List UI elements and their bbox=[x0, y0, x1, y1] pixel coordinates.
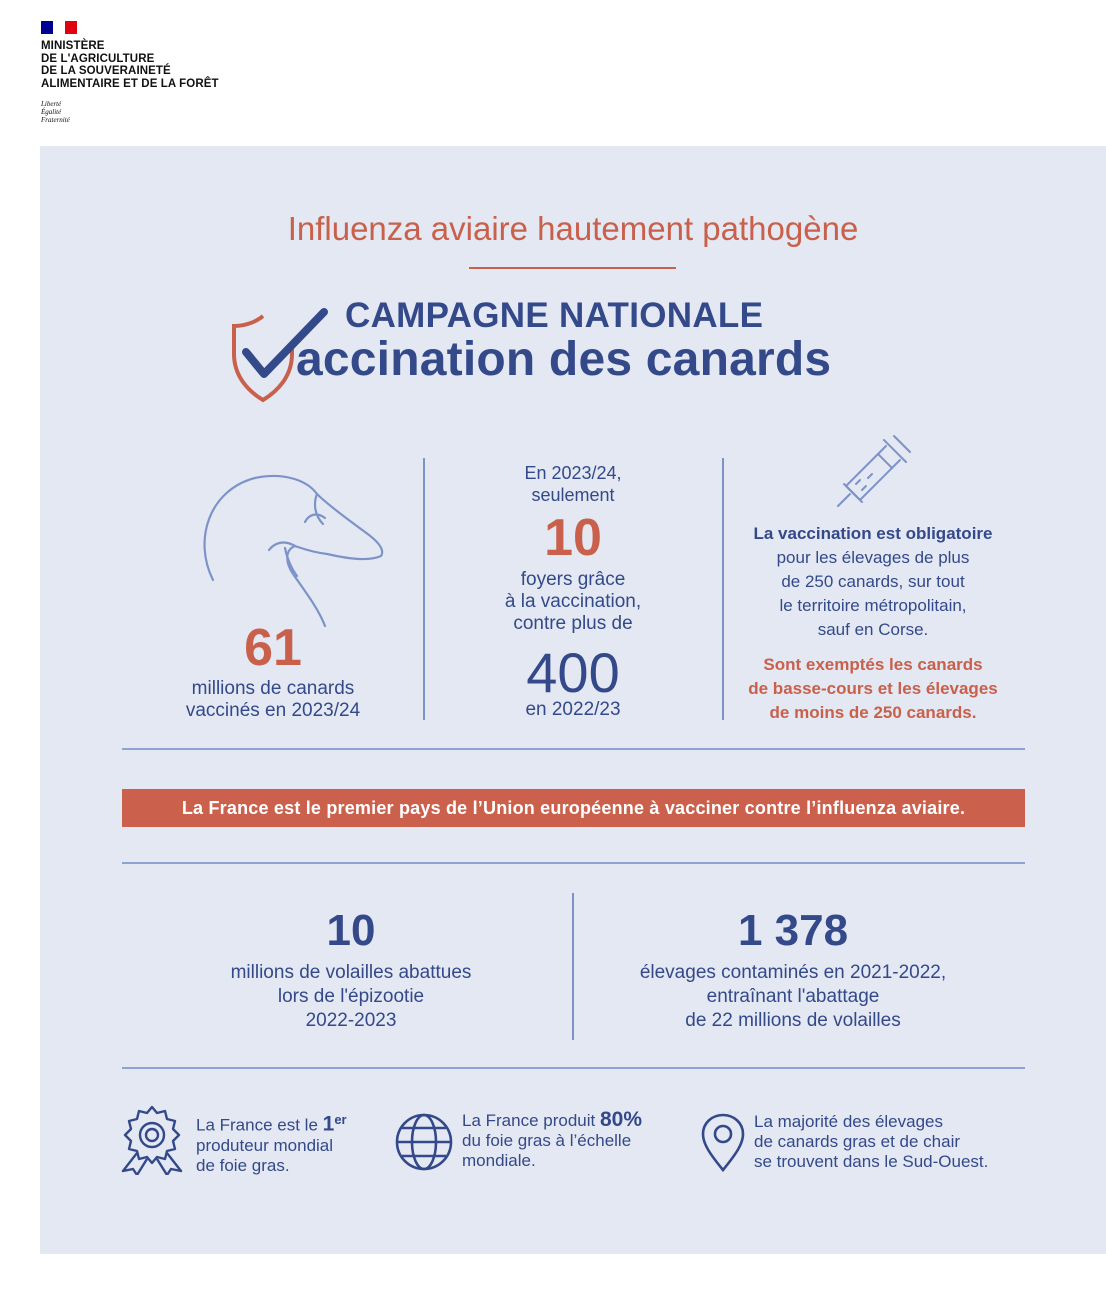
duck-icon bbox=[195, 470, 390, 630]
stat-400: 400 bbox=[526, 641, 620, 704]
french-flag-icon bbox=[41, 21, 77, 34]
column-divider bbox=[423, 458, 425, 720]
fact-first-producer: La France est le 1er produteur mondial de foie gras. bbox=[196, 1112, 347, 1175]
location-pin-icon bbox=[700, 1112, 746, 1172]
section-divider bbox=[122, 748, 1025, 750]
ministry-name: MINISTÈRE DE L'AGRICULTURE DE LA SOUVERAINETÉ ALIMENTAIRE ET DE LA FORÊT bbox=[41, 40, 219, 90]
page-title: accination des canards bbox=[296, 333, 832, 386]
stat-400-label: en 2022/23 bbox=[525, 699, 621, 720]
stat-61: 61 bbox=[244, 619, 302, 677]
stat-61-label: millions de canards vaccinés en 2023/24 bbox=[185, 678, 361, 721]
section-divider bbox=[122, 862, 1025, 864]
stat-10-millions-label: millions de volailles abattues lors de l'épizootie 2022-2023 bbox=[230, 962, 472, 1031]
page-subtitle: Influenza aviaire hautement pathogène bbox=[287, 210, 859, 247]
col2-text: foyers grâce à la vaccination, contre plus de bbox=[504, 569, 642, 634]
stat-1378-label: élevages contaminés en 2021-2022, entraînant l'abattage de 22 millions de volailles bbox=[639, 962, 947, 1031]
globe-icon bbox=[394, 1112, 454, 1172]
col2-intro: En 2023/24, seulement bbox=[524, 463, 622, 505]
fact-80-percent: La France produit 80% du foie gras à l’échelle mondiale. bbox=[462, 1108, 642, 1170]
column-divider bbox=[572, 893, 574, 1040]
title-divider bbox=[469, 267, 676, 269]
stat-10-millions: 10 bbox=[326, 906, 376, 955]
eu-first-banner: La France est le premier pays de l’Union européenne à vacciner contre l’influenza aviaire. bbox=[122, 789, 1025, 827]
syringe-icon bbox=[834, 434, 912, 510]
section-divider bbox=[122, 1067, 1025, 1069]
medal-icon bbox=[119, 1105, 185, 1175]
stat-1378: 1 378 bbox=[737, 906, 849, 955]
fact-south-west: La majorité des élevages de canards gras et de chair se trouvent dans le Sud-Ouest. bbox=[754, 1112, 989, 1171]
republic-motto: Liberté Égalité Fraternité bbox=[41, 100, 70, 124]
campaign-heading: CAMPAGNE NATIONALE bbox=[345, 296, 764, 335]
exemption-note: Sont exemptés les canards de basse-cours et les élevages de moins de 250 canards. bbox=[748, 655, 998, 722]
vaccination-mandatory: La vaccination est obligatoire pour les élevages de plus de 250 canards, sur tout le territoire métropolitain, sauf en Corse. bbox=[753, 524, 993, 639]
stat-10-foyers: 10 bbox=[544, 509, 602, 567]
